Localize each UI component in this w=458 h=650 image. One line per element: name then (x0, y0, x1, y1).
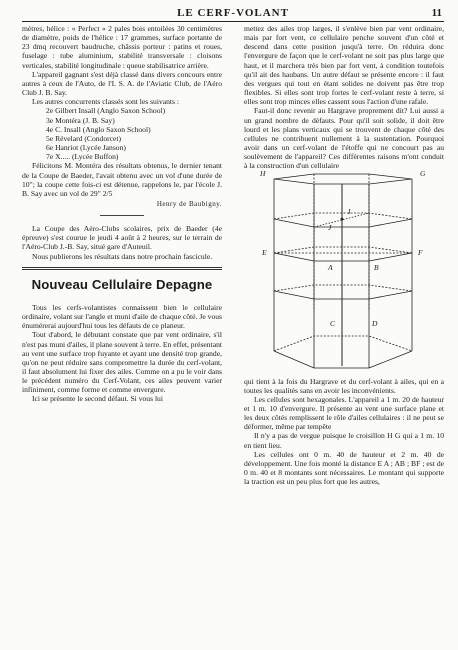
kite-drawing (244, 168, 444, 373)
left-column (22, 24, 222, 404)
paragraph: qui tient à la fois du Hargrave et du cerf-volant à ailes, qui en a toutes les qualités sans en avoir les inconvénients. (244, 376, 444, 395)
paragraph: Faut-il donc revenir au Hargrave proprement dit? Lui aussi a un grand nombre de défauts. Pour qu'il soit solide, il doit être lourd et les plans verticaux qui se trouvent de chaque côté des cellules ne contribuent nullement à la sustentation. Pourquoi avoir dans un cerf-volant de l'étoffe qui ne concourt pas au soulèvement de l'appareil? Ces différentes raisons m'ont conduit à la construction d'un cellulaire (244, 106, 444, 171)
ranking-list (22, 106, 222, 161)
hidden-edge (274, 336, 412, 351)
author-signature: Henry de Baubigny. (156, 199, 222, 208)
list-item: 7e X..... (Lycée Buffon) (46, 152, 119, 162)
cell-edge (274, 219, 412, 227)
section-divider (22, 267, 222, 270)
paragraph: L'appareil gagnant s'est déjà classé dans divers concours entre autres à ceux de l'Auto, de l'I. S. A. de l'Aviatic Club, de l'Aéro Club J. B. Say. (22, 69, 222, 98)
label-e: E (262, 247, 267, 257)
label-d: D (372, 318, 378, 328)
label-a: A (328, 262, 333, 272)
hidden-edge (274, 247, 412, 253)
article-columns (22, 24, 444, 644)
page-header (22, 6, 444, 22)
paragraph: Félicitons M. Montéra des résultats obtenus, le dernier tenant de la Coupe de Baeder, l'avait obtenu avec un vol d'une durée de 10"; la coupe cette fois-ci est détenue, rappelons le, par l'école J. B. Say avec un vol de 29" 2/5 (22, 161, 222, 198)
paragraph: Les autres concurrents classés sont les suivants : (32, 97, 179, 107)
cell-edge (274, 253, 412, 261)
page-number: 11 (431, 7, 442, 19)
cell-edge (274, 291, 412, 299)
label-h: H (260, 168, 266, 178)
divider (100, 215, 144, 216)
label-f: F (418, 247, 423, 257)
list-item: 6e Hanriot (Lycée Janson) (46, 143, 126, 153)
label-c: C (330, 318, 336, 328)
paragraph: Tout d'abord, le débutant constate que par vent ordinaire, s'il n'est pas muni d'ailes, il plane souvent à terre. En effet, présentant au vent une surface trop fuyante et ayant une densité trop grande, qu'on ne peut réduire sans compromettre la durée du cerf-volant, il faut absolument lui fixer des ailes. Comme on a pu le voir dans le précédent numéro du Cerf-Volant, ces ailes peuvent varier infiniment, comme forme et comme envergure. (22, 330, 222, 395)
list-item: 4e C. Insall (Anglo Saxon School) (46, 124, 151, 134)
hidden-edge (274, 285, 412, 291)
label-g: G (420, 168, 426, 178)
kite-diagram (244, 168, 444, 373)
paragraph: Nous publierons les résultats dans notre prochain fascicule. (32, 251, 213, 261)
list-item: 2e Gilbert Insall (Anglo Saxon School) (46, 106, 166, 116)
center-point (341, 217, 344, 220)
right-column (244, 24, 444, 486)
list-item: 3e Montéra (J. B. Say) (46, 115, 115, 125)
paragraph: mettez des ailes trop larges, il s'enlève bien par vent ordinaire, mais par fort vent, ce cellulaire penche souvent d'un côté et descend dans cette position jusqu'à terre. On réduira donc l'envergure de façon que le cerf-volant ne soit pas plus large que haut, et il marchera très bien par fort vent, à condition toutefois qu'il ait des haubans. Un autre défaut se présente encore : il faut des vergues qui tout en étant solides ne doivent pas être trop flexibles. Si elles sont trop fortes le cerf-volant reste à terre, si elles sont trop minces elles cassent sous l'action d'une rafale. (244, 24, 444, 107)
paragraph: Les cellules sont hexagonales. L'appareil a 1 m. 20 de hauteur et 1 m. 10 d'envergure. Il présente au vent une surface plane et les deux côtés remplissent le rôle d'ailes cellulaires : il ne peut se déformer, même par tempête (244, 394, 444, 432)
label-i: I (348, 206, 351, 216)
journal-title: LE CERF-VOLANT (177, 7, 289, 19)
label-b: B (374, 262, 379, 272)
paragraph: Les cellules ont 0 m. 40 de hauteur et 2 m. 40 de développement. Une fois monté la distance E A ; AB ; BF ; est de 0 m. 40 et 8 montants sont nécessaires. Le montant qui supporte la traction est un peu plus fort que les autres, (244, 449, 444, 487)
paragraph: Ici se présente le second défaut. Si vous lui (32, 394, 163, 404)
top-hexagon (274, 174, 412, 184)
paragraph: Il n'y a pas de vergue puisque le croisillon H G qui a 1 m. 10 en tient lieu. (244, 431, 444, 450)
list-item: 5e Révelard (Condorcet) (46, 133, 122, 143)
paragraph: Tous les cerfs-volantistes connaissent bien le cellulaire ordinaire, volant sur l'angle et muni d'aile de chaque côté. Je vous énumérerai aujourd'hui tous les défauts de ce planeur. (22, 302, 222, 331)
bottom-edge (274, 351, 412, 368)
paragraph: mètres, hélice : « Perfect » 2 pales bois entoilées 30 centimètres de diamètre, poids de l'hélice : 17 grammes, surface portante de 23 dmq recouvert baudruche, châssis porteur : patins et roues, fuselage : tube aluminium, stabilité transversale : cloisons verticales, stabilité longitudinale : queue stabilisatrice arrière. (22, 24, 222, 70)
label-j: J (328, 222, 332, 232)
article-heading: Nouveau Cellulaire Depagne (31, 276, 213, 292)
paragraph: La Coupe des Aéro-Clubs scolaires, prix de Baeder (4e épreuve) s'est courue le jeudi 4 août à 2 heures, sur le terrain de l'Aéro-Club J.-B. Say, situé gare d'Auteuil. (22, 224, 222, 252)
